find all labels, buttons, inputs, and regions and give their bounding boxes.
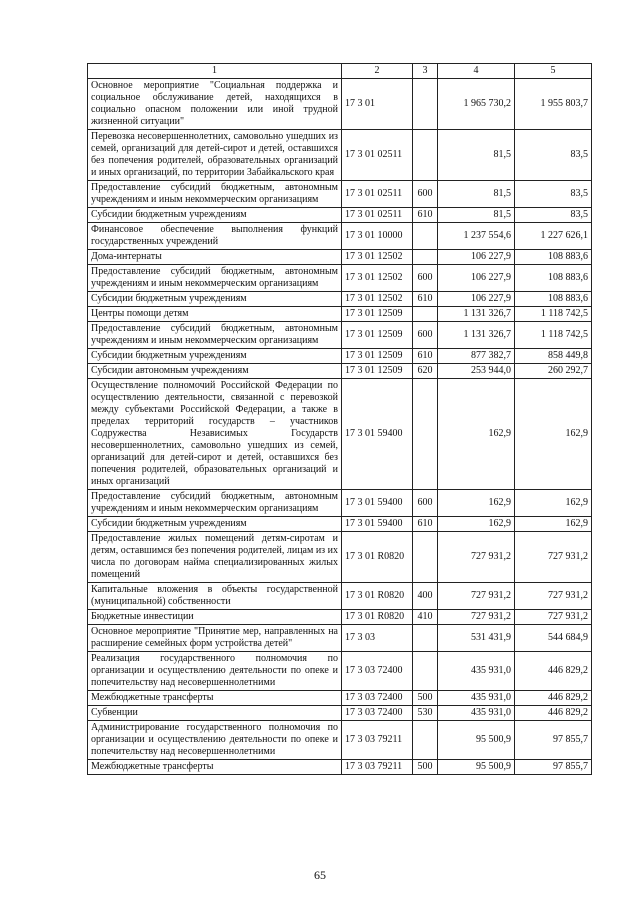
row-code: 17 3 01 12509: [342, 307, 413, 322]
row-value-2: 108 883,6: [515, 250, 592, 265]
row-value-2: 446 829,2: [515, 652, 592, 691]
table-row: [88, 532, 592, 583]
table-row: [88, 490, 592, 517]
row-name: Субсидии бюджетным учреждениям: [88, 349, 342, 364]
row-value-2: 108 883,6: [515, 265, 592, 292]
row-code: 17 3 01 12509: [342, 322, 413, 349]
row-code: 17 3 01 02511: [342, 130, 413, 181]
row-expense-type: [413, 130, 438, 181]
row-code: 17 3 03 79211: [342, 721, 413, 760]
row-value-2: 1 227 626,1: [515, 223, 592, 250]
row-expense-type: 600: [413, 490, 438, 517]
row-code: 17 3 01 R0820: [342, 532, 413, 583]
row-value-2: 858 449,8: [515, 349, 592, 364]
table-row: [88, 379, 592, 490]
row-expense-type: 410: [413, 610, 438, 625]
row-value-1: 1 131 326,7: [438, 322, 515, 349]
row-code: 17 3 01: [342, 79, 413, 130]
table-row: [88, 583, 592, 610]
row-name: Межбюджетные трансферты: [88, 691, 342, 706]
row-expense-type: 610: [413, 292, 438, 307]
table-row: [88, 349, 592, 364]
row-expense-type: [413, 532, 438, 583]
row-value-2: 162,9: [515, 379, 592, 490]
table-row: [88, 322, 592, 349]
row-code: 17 3 01 12502: [342, 250, 413, 265]
row-value-2: 446 829,2: [515, 691, 592, 706]
row-name: Субсидии бюджетным учреждениям: [88, 208, 342, 223]
table-row: [88, 223, 592, 250]
row-value-1: 877 382,7: [438, 349, 515, 364]
row-value-1: 81,5: [438, 208, 515, 223]
table-row: [88, 364, 592, 379]
table-row: [88, 181, 592, 208]
row-expense-type: 600: [413, 181, 438, 208]
row-value-2: 97 855,7: [515, 721, 592, 760]
row-code: 17 3 03 72400: [342, 691, 413, 706]
table-row: [88, 208, 592, 223]
row-value-2: 727 931,2: [515, 532, 592, 583]
row-expense-type: [413, 625, 438, 652]
row-name: Администрирование государственного полномочия по организации и осуществлению деятельности по опеке и попечительству над несовершеннолетними: [88, 721, 342, 760]
table-row: [88, 250, 592, 265]
row-name: Основное мероприятие "Социальная поддержка и социальное обслуживание детей, находящихся в социально опасном положении или иной трудной жизненной ситуации": [88, 79, 342, 130]
row-value-1: 162,9: [438, 490, 515, 517]
row-value-2: 1 955 803,7: [515, 79, 592, 130]
row-value-2: 83,5: [515, 181, 592, 208]
row-value-1: 106 227,9: [438, 250, 515, 265]
row-name: Субсидии автономным учреждениям: [88, 364, 342, 379]
row-expense-type: 610: [413, 349, 438, 364]
row-value-2: 83,5: [515, 130, 592, 181]
table-row: [88, 130, 592, 181]
row-name: Предоставление субсидий бюджетным, автономным учреждениям и иным некоммерческим организациям: [88, 265, 342, 292]
row-value-1: 1 965 730,2: [438, 79, 515, 130]
row-expense-type: 530: [413, 706, 438, 721]
row-value-1: 81,5: [438, 181, 515, 208]
row-expense-type: 600: [413, 265, 438, 292]
table-row: [88, 760, 592, 775]
row-expense-type: 600: [413, 322, 438, 349]
table-row: [88, 517, 592, 532]
table-row: [88, 265, 592, 292]
row-value-2: 97 855,7: [515, 760, 592, 775]
row-value-1: 1 131 326,7: [438, 307, 515, 322]
row-name: Основное мероприятие "Принятие мер, направленных на расширение семейных форм устройства детей": [88, 625, 342, 652]
row-value-1: 531 431,9: [438, 625, 515, 652]
table-row: [88, 292, 592, 307]
row-value-1: 95 500,9: [438, 760, 515, 775]
row-code: 17 3 01 R0820: [342, 583, 413, 610]
row-code: 17 3 01 R0820: [342, 610, 413, 625]
budget-table: [87, 63, 592, 775]
row-code: 17 3 03: [342, 625, 413, 652]
row-name: Реализация государственного полномочия по организации и осуществлению деятельности по опеке и попечительству над несовершеннолетними: [88, 652, 342, 691]
row-value-2: 727 931,2: [515, 610, 592, 625]
header-col-3: 3: [413, 64, 438, 79]
row-value-1: 106 227,9: [438, 292, 515, 307]
row-expense-type: [413, 223, 438, 250]
row-name: Центры помощи детям: [88, 307, 342, 322]
row-name: Капитальные вложения в объекты государственной (муниципальной) собственности: [88, 583, 342, 610]
row-value-1: 1 237 554,6: [438, 223, 515, 250]
row-expense-type: [413, 250, 438, 265]
row-name: Дома-интернаты: [88, 250, 342, 265]
row-code: 17 3 01 12509: [342, 349, 413, 364]
row-name: Межбюджетные трансферты: [88, 760, 342, 775]
table-row: [88, 625, 592, 652]
row-expense-type: [413, 379, 438, 490]
row-name: Субвенции: [88, 706, 342, 721]
row-value-2: 544 684,9: [515, 625, 592, 652]
row-value-2: 1 118 742,5: [515, 322, 592, 349]
table-row: [88, 307, 592, 322]
row-name: Перевозка несовершеннолетних, самовольно ушедших из семей, организаций для детей-сирот и детей, оставшихся без попечения родителей, образовательных организаций и иных организаций, по территории Забайкальского края: [88, 130, 342, 181]
row-value-1: 727 931,2: [438, 583, 515, 610]
row-value-1: 81,5: [438, 130, 515, 181]
row-code: 17 3 01 12509: [342, 364, 413, 379]
row-name: Предоставление субсидий бюджетным, автономным учреждениям и иным некоммерческим организациям: [88, 322, 342, 349]
row-value-2: 446 829,2: [515, 706, 592, 721]
row-name: Осуществление полномочий Российской Федерации по осуществлению деятельности, связанной с перевозкой между субъектами Российской Федерации, а также в пределах территорий государств – участников Содружества Независимых Государств несовершеннолетних, самовольно ушедших из семей, организаций для детей-сирот и детей, оставшихся без попечения родителей, образовательных организаций и иных организаций: [88, 379, 342, 490]
row-expense-type: 500: [413, 760, 438, 775]
row-name: Бюджетные инвестиции: [88, 610, 342, 625]
row-value-2: 162,9: [515, 490, 592, 517]
table-row: [88, 610, 592, 625]
table-body: [88, 79, 592, 775]
row-value-2: 260 292,7: [515, 364, 592, 379]
row-code: 17 3 03 72400: [342, 652, 413, 691]
row-expense-type: 500: [413, 691, 438, 706]
row-name: Предоставление жилых помещений детям-сиротам и детям, оставшимся без попечения родителей, лицам из их числа по договорам найма специализированных жилых помещений: [88, 532, 342, 583]
row-code: 17 3 01 59400: [342, 379, 413, 490]
row-value-2: 108 883,6: [515, 292, 592, 307]
page-number: 65: [314, 868, 326, 882]
row-expense-type: 610: [413, 517, 438, 532]
row-value-1: 435 931,0: [438, 652, 515, 691]
table-row: [88, 706, 592, 721]
header-col-4: 4: [438, 64, 515, 79]
row-value-1: 162,9: [438, 517, 515, 532]
row-code: 17 3 01 59400: [342, 490, 413, 517]
row-expense-type: 620: [413, 364, 438, 379]
table-header-row: [88, 64, 592, 79]
row-code: 17 3 01 02511: [342, 208, 413, 223]
row-value-2: 83,5: [515, 208, 592, 223]
row-name: Предоставление субсидий бюджетным, автономным учреждениям и иным некоммерческим организациям: [88, 181, 342, 208]
table-row: [88, 79, 592, 130]
row-code: 17 3 01 12502: [342, 265, 413, 292]
row-value-1: 162,9: [438, 379, 515, 490]
row-expense-type: [413, 652, 438, 691]
header-col-2: 2: [342, 64, 413, 79]
row-value-1: 727 931,2: [438, 532, 515, 583]
row-value-2: 727 931,2: [515, 583, 592, 610]
row-expense-type: [413, 307, 438, 322]
row-value-1: 95 500,9: [438, 721, 515, 760]
header-col-5: 5: [515, 64, 592, 79]
row-value-1: 106 227,9: [438, 265, 515, 292]
row-name: Предоставление субсидий бюджетным, автономным учреждениям и иным некоммерческим организациям: [88, 490, 342, 517]
row-value-1: 727 931,2: [438, 610, 515, 625]
row-code: 17 3 01 10000: [342, 223, 413, 250]
row-name: Субсидии бюджетным учреждениям: [88, 517, 342, 532]
row-expense-type: [413, 79, 438, 130]
row-expense-type: [413, 721, 438, 760]
row-code: 17 3 03 79211: [342, 760, 413, 775]
table-row: [88, 721, 592, 760]
row-code: 17 3 01 02511: [342, 181, 413, 208]
row-expense-type: 400: [413, 583, 438, 610]
row-name: Субсидии бюджетным учреждениям: [88, 292, 342, 307]
row-value-1: 253 944,0: [438, 364, 515, 379]
row-name: Финансовое обеспечение выполнения функций государственных учреждений: [88, 223, 342, 250]
row-value-2: 1 118 742,5: [515, 307, 592, 322]
row-code: 17 3 01 59400: [342, 517, 413, 532]
table-row: [88, 691, 592, 706]
row-value-1: 435 931,0: [438, 706, 515, 721]
table-row: [88, 652, 592, 691]
row-value-2: 162,9: [515, 517, 592, 532]
header-col-1: 1: [88, 64, 342, 79]
row-code: 17 3 01 12502: [342, 292, 413, 307]
row-expense-type: 610: [413, 208, 438, 223]
row-code: 17 3 03 72400: [342, 706, 413, 721]
row-value-1: 435 931,0: [438, 691, 515, 706]
